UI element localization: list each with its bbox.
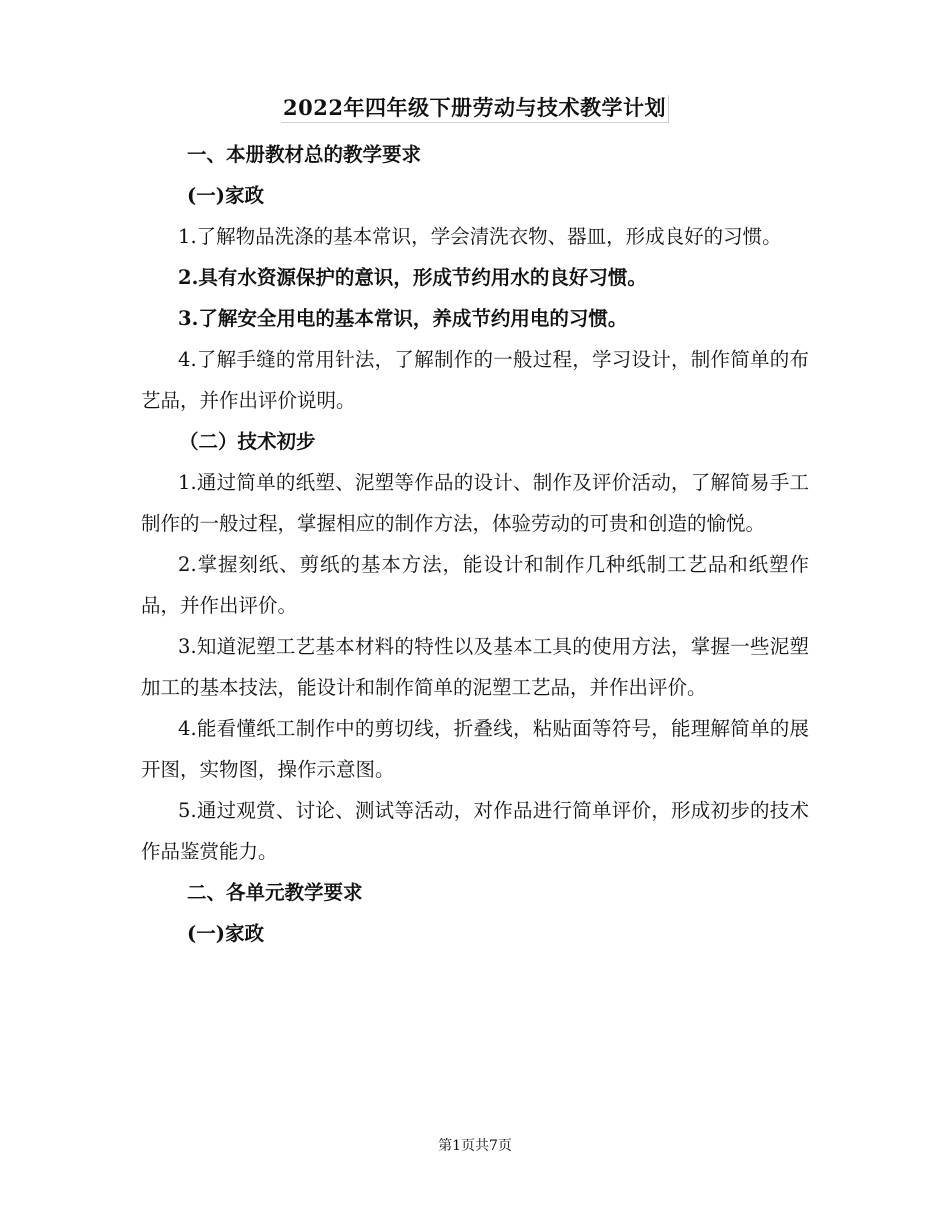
- document-body: [141, 134, 809, 954]
- subsection-heading-jiazheng: (一)家政: [187, 184, 264, 207]
- paragraph-2-4: 4.能看懂纸工制作中的剪切线，折叠线，粘贴面等符号，能理解简单的展开图，实物图，操作示意图。: [141, 717, 809, 781]
- paragraph-1-2: 2.具有水资源保护的意识，形成节约用水的良好习惯。: [178, 266, 647, 289]
- subsection-heading-jiazheng-2: (一)家政: [187, 922, 264, 945]
- section-heading-1: 一、本册教材总的教学要求: [187, 143, 422, 166]
- paragraph-1-1: 1.了解物品洗涤的基本常识，学会清洗衣物、器皿，形成良好的习惯。: [178, 225, 782, 248]
- subsection-heading-jishu: （二）技术初步: [179, 430, 316, 453]
- document-title: [0, 92, 950, 124]
- paragraph-2-3: 3.知道泥塑工艺基本材料的特性以及基本工具的使用方法，掌握一些泥塑加工的基本技法，能设计和制作简单的泥塑工艺品，并作出评价。: [141, 635, 809, 699]
- document-title-text: 2022年四年级下册劳动与技术教学计划: [281, 95, 669, 123]
- paragraph-2-5: 5.通过观赏、讨论、测试等活动，对作品进行简单评价，形成初步的技术作品鉴赏能力。: [141, 799, 809, 863]
- paragraph-1-3: 3.了解安全用电的基本常识，养成节约用电的习惯。: [178, 307, 628, 330]
- paragraph-1-4: 4.了解手缝的常用针法，了解制作的一般过程，学习设计，制作简单的布艺品，并作出评价说明。: [141, 348, 809, 412]
- page-footer: [0, 1136, 950, 1156]
- page-number-label: 第1页共7页: [438, 1138, 512, 1154]
- paragraph-2-2: 2.掌握刻纸、剪纸的基本方法，能设计和制作几种纸制工艺品和纸塑作品，并作出评价。: [141, 553, 809, 617]
- paragraph-2-1: 1.通过简单的纸塑、泥塑等作品的设计、制作及评价活动，了解简易手工制作的一般过程，掌握相应的制作方法，体验劳动的可贵和创造的愉悦。: [141, 471, 809, 535]
- section-heading-2: 二、各单元教学要求: [187, 881, 363, 904]
